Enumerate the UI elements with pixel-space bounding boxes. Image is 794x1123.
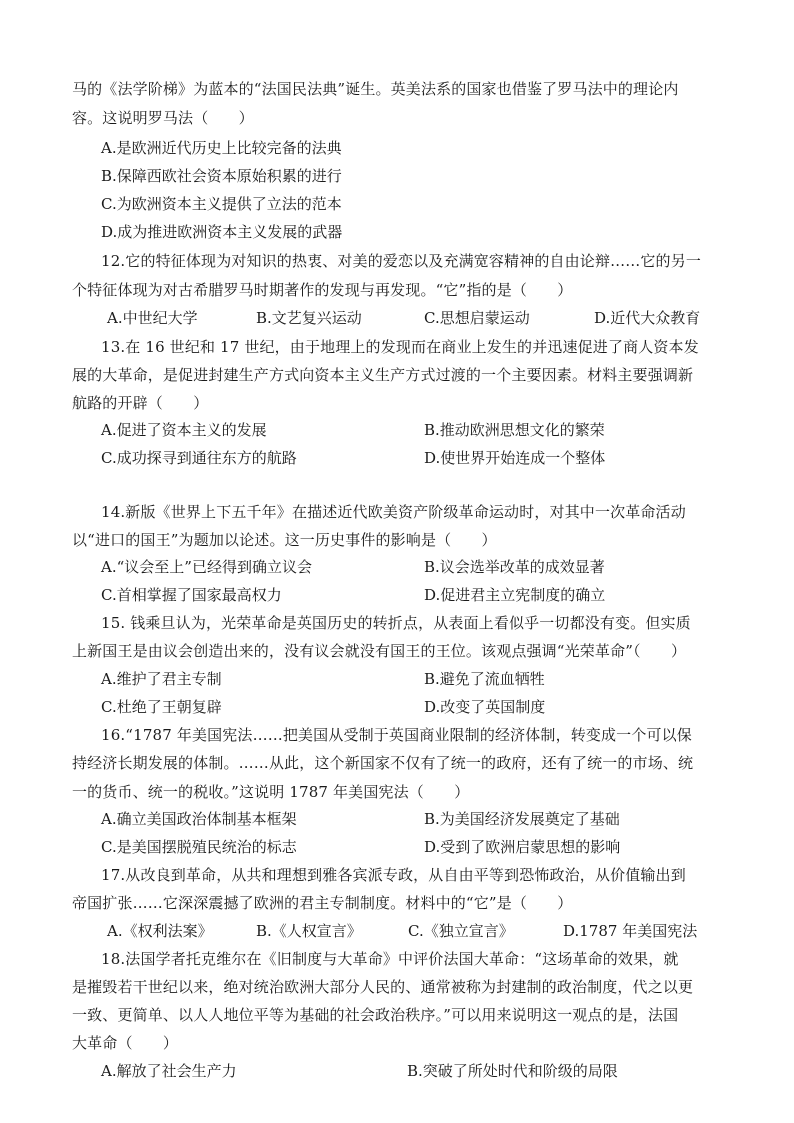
q13-option-b: B.推动欧洲思想文化的繁荣 bbox=[424, 421, 605, 439]
q11-option-d: D.成为推进欧洲资本主义发展的武器 bbox=[101, 223, 343, 241]
q17-option-d: D.1787 年美国宪法 bbox=[563, 922, 698, 940]
q14-stem-line-1: 14.新版《世界上下五千年》在描述近代欧美资产阶级革命运动时，对其中一次革命活动 bbox=[101, 503, 686, 521]
q11-option-a: A.是欧洲近代历史上比较完备的法典 bbox=[101, 139, 342, 157]
q14-option-b: B.议会选举改革的成效显著 bbox=[424, 558, 605, 576]
q12-stem-line-1: 12.它的特征体现为对知识的热衷、对美的爱恋以及充满宽容精神的自由论辩……它的另一 bbox=[101, 252, 702, 270]
q18-stem-line-1: 18.法国学者托克维尔在《旧制度与大革命》中评价法国大革命：“这场革命的效果，就 bbox=[101, 950, 679, 968]
q13-stem-line-1: 13.在 16 世纪和 17 世纪，由于地理上的发现而在商业上发生的并迅速促进了商人资本发 bbox=[101, 338, 699, 356]
q13-stem-line-2: 展的大革命，是促进封建生产方式向资本主义生产方式过渡的一个主要因素。材料主要强调新 bbox=[72, 366, 694, 384]
q18-option-a: A.解放了社会生产力 bbox=[101, 1062, 237, 1080]
q18-stem-line-4: 大革命（ ） bbox=[72, 1034, 179, 1052]
q17-stem-line-2: 帝国扩张……它深深震撼了欧洲的君主专制制度。材料中的“它”是（ ） bbox=[72, 894, 573, 912]
q15-stem-line-1: 15. 钱乘旦认为，光荣革命是英国历史的转折点，从表面上看似乎一切都没有变。但实质 bbox=[101, 614, 691, 632]
q13-option-d: D.使世界开始连成一个整体 bbox=[424, 449, 606, 467]
q11-option-c: C.为欧洲资本主义提供了立法的范本 bbox=[101, 195, 342, 213]
q15-option-a: A.维护了君主专制 bbox=[101, 670, 222, 688]
q16-option-a: A.确立美国政治体制基本框架 bbox=[101, 810, 297, 828]
q12-option-b: B.文艺复兴运动 bbox=[256, 309, 362, 327]
q14-option-d: D.促进君主立宪制度的确立 bbox=[424, 586, 606, 604]
q18-stem-line-3: 一致、更简单、以人人地位平等为基础的社会政治秩序。”可以用来说明这一观点的是，法国 bbox=[72, 1006, 679, 1024]
q18-stem-line-2: 是摧毁若干世纪以来，绝对统治欧洲大部分人民的、通常被称为封建制的政治制度，代之以更 bbox=[72, 978, 694, 996]
q14-stem-line-2: 以“进口的国王”为题加以论述。这一历史事件的影响是（ ） bbox=[72, 531, 497, 549]
q12-option-a: A.中世纪大学 bbox=[107, 309, 198, 327]
q13-option-a: A.促进了资本主义的发展 bbox=[101, 421, 267, 439]
q17-stem-line-1: 17.从改良到革命，从共和理想到雅各宾派专政，从自由平等到恐怖政治，从价值输出到 bbox=[101, 866, 686, 884]
q15-option-b: B.避免了流血牺牲 bbox=[424, 670, 545, 688]
q15-stem-line-2: 上新国王是由议会创造出来的，没有议会就没有国王的王位。该观点强调“光荣革命”（ ） bbox=[72, 642, 687, 660]
q14-option-a: A.“议会至上”已经得到确立议会 bbox=[101, 558, 312, 576]
q16-stem-line-1: 16.“1787 年美国宪法……把美国从受制于英国商业限制的经济体制，转变成一个可以保 bbox=[101, 726, 692, 744]
q11-stem-line-1: 马的《法学阶梯》为蓝本的“法国民法典”诞生。英美法系的国家也借鉴了罗马法中的理论内 bbox=[72, 80, 679, 98]
q15-option-c: C.杜绝了王朝复辟 bbox=[101, 698, 222, 716]
q11-option-b: B.保障西欧社会资本原始积累的进行 bbox=[101, 167, 342, 185]
q16-stem-line-3: 一的货币、统一的税收。”这说明 1787 年美国宪法（ ） bbox=[72, 783, 470, 801]
q13-stem-line-3: 航路的开辟（ ） bbox=[72, 394, 209, 412]
q13-option-c: C.成功探寻到通往东方的航路 bbox=[101, 449, 297, 467]
q15-option-d: D.改变了英国制度 bbox=[424, 698, 546, 716]
q16-option-b: B.为美国经济发展奠定了基础 bbox=[424, 810, 620, 828]
q17-option-a: A.《权利法案》 bbox=[107, 922, 213, 940]
q12-stem-line-2: 个特征体现为对古希腊罗马时期著作的发现与再发现。“它”指的是（ ） bbox=[72, 281, 573, 299]
q14-option-c: C.首相掌握了国家最高权力 bbox=[101, 586, 282, 604]
q18-option-b: B.突破了所处时代和阶级的局限 bbox=[407, 1062, 618, 1080]
q17-option-b: B.《人权宣言》 bbox=[256, 922, 362, 940]
q16-option-c: C.是美国摆脱殖民统治的标志 bbox=[101, 838, 297, 856]
q16-stem-line-2: 持经济长期发展的体制。……从此，这个新国家不仅有了统一的政府，还有了统一的市场、统 bbox=[72, 754, 694, 772]
q12-option-c: C.思想启蒙运动 bbox=[424, 309, 530, 327]
q17-option-c: C.《独立宣言》 bbox=[408, 922, 514, 940]
q12-option-d: D.近代大众教育 bbox=[594, 309, 701, 327]
q16-option-d: D.受到了欧洲启蒙思想的影响 bbox=[424, 838, 621, 856]
q11-stem-line-2: 容。这说明罗马法（ ） bbox=[72, 109, 254, 127]
